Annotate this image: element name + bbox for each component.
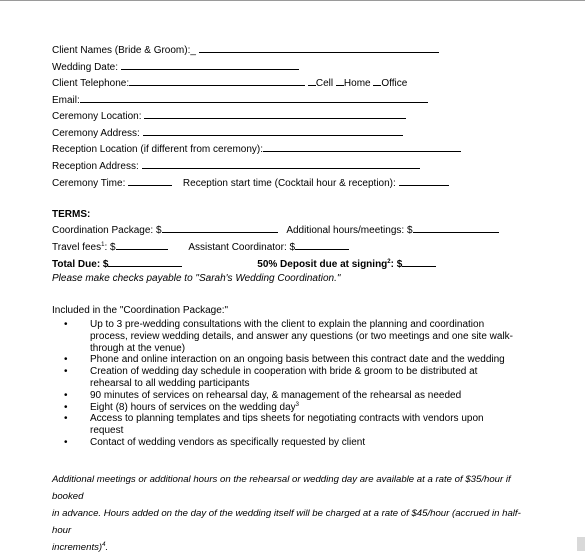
coordination-package-label: Coordination Package: $ (52, 225, 162, 236)
page-corner (577, 537, 585, 551)
package-item-text: process, review wedding details, and answer any questions (or two meetings and one site walk- (90, 330, 513, 342)
package-item-text: Phone and online interaction on an ongoing basis between this contract date and the wedding (90, 354, 505, 366)
client-telephone-label: Client Telephone: (52, 78, 130, 89)
client-telephone-row (52, 76, 407, 90)
package-item-text: request (90, 425, 124, 437)
package-item-line (90, 331, 532, 343)
cell-label: Cell (315, 78, 334, 89)
assistant-coordinator-label: Assistant Coordinator: $ (188, 242, 296, 253)
package-item-text: 90 minutes of services on rehearsal day, & management of the rehearsal as needed (90, 389, 462, 401)
client-names-field[interactable] (199, 43, 439, 53)
deposit-label: 50% Deposit due at signing (257, 259, 388, 270)
wedding-date-row (52, 60, 299, 74)
reception-location-field[interactable] (263, 142, 461, 152)
note-footnote: 4 (102, 542, 106, 548)
client-names-label: Client Names (Bride & Groom): (52, 45, 191, 56)
reception-start-time-field[interactable] (399, 176, 449, 186)
package-item (52, 319, 532, 354)
email-label: Email: (52, 95, 80, 106)
ceremony-address-field[interactable] (143, 126, 403, 136)
note-line-3-text: increments) (52, 542, 103, 553)
client-names-prefix: _ (190, 45, 196, 56)
package-item-line (90, 319, 532, 331)
package-item-footnote: 3 (295, 401, 300, 408)
email-field[interactable] (80, 93, 428, 103)
total-due-field[interactable] (108, 257, 182, 267)
ceremony-time-label: Ceremony Time: (52, 178, 126, 189)
travel-fees-label: Travel fees (52, 242, 102, 253)
package-item-text: Contact of wedding vendors as specifically requested by client (90, 436, 366, 448)
client-names-row (52, 43, 439, 57)
package-item-text: Access to planning templates and tips sheets for negotiating contracts with vendors upon (90, 413, 484, 425)
reception-address-row (52, 159, 420, 173)
package-item-line (90, 402, 532, 414)
package-item-text: Up to 3 pre-wedding consultations with the client to explain the planning and coordination (90, 319, 485, 330)
package-item (52, 354, 532, 366)
note-line-3 (52, 539, 522, 556)
bullet-icon: • (64, 413, 68, 425)
package-item-line (90, 413, 532, 425)
package-item-line (90, 366, 532, 378)
reception-address-label: Reception Address: (52, 161, 139, 172)
home-label: Home (343, 78, 371, 89)
note-line-3-end: . (105, 542, 109, 553)
ceremony-time-row (52, 176, 449, 190)
package-item-text: through at the venue) (90, 342, 186, 354)
client-telephone-field[interactable] (129, 76, 305, 86)
package-item-line (90, 437, 532, 449)
total-due-label: Total Due: $ (52, 259, 109, 270)
package-list (52, 319, 532, 449)
deposit-footnote: 2 (387, 259, 391, 265)
terms-heading: TERMS: (52, 209, 91, 220)
additional-hours-note (52, 471, 522, 556)
bullet-icon: • (64, 366, 68, 378)
ceremony-address-label: Ceremony Address: (52, 128, 140, 139)
coordination-package-field[interactable] (162, 223, 278, 233)
deposit-field[interactable] (402, 257, 436, 267)
travel-fees-row (52, 240, 349, 254)
office-label: Office (381, 78, 408, 89)
note-line-1: Additional meetings or additional hours on the rehearsal or wedding day are available at a rate of $35/hour if booked (52, 474, 511, 502)
travel-fees-footnote: 1 (101, 242, 105, 248)
ceremony-location-field[interactable] (144, 109, 406, 119)
travel-fees-suffix: : $ (104, 242, 116, 253)
ceremony-time-field[interactable] (128, 176, 172, 186)
checks-note: Please make checks payable to "Sarah's Wedding Coordination." (52, 273, 341, 284)
deposit-suffix: : $ (390, 259, 403, 270)
coordination-package-row (52, 223, 499, 237)
package-item (52, 366, 532, 390)
package-intro: Included in the "Coordination Package:" (52, 305, 229, 316)
package-item (52, 402, 532, 414)
bullet-icon: • (64, 319, 68, 330)
package-item-text: Eight (8) hours of services on the wedding day (90, 401, 296, 413)
bullet-icon: • (64, 354, 68, 366)
reception-location-label: Reception Location (if different from ceremony): (52, 144, 264, 155)
additional-hours-field[interactable] (413, 223, 499, 233)
reception-location-row (52, 142, 461, 156)
reception-address-field[interactable] (142, 159, 420, 169)
travel-fees-field[interactable] (116, 240, 168, 250)
package-item-text: rehearsal to all wedding participants (90, 377, 250, 389)
package-item (52, 437, 532, 449)
package-item (52, 390, 532, 402)
bullet-icon: • (64, 389, 68, 401)
note-line-2: in advance. Hours added on the day of the wedding itself will be charged at a rate of $45/hour (accrued in half-hour (52, 508, 521, 536)
package-item-text: Creation of wedding day schedule in cooperation with bride & groom to be distributed at (90, 366, 478, 378)
wedding-date-label: Wedding Date: (52, 62, 118, 73)
package-item-line (90, 390, 532, 402)
total-due-row (52, 257, 436, 271)
package-item (52, 413, 532, 437)
email-row (52, 93, 428, 107)
reception-start-time-label: Reception start time (Cocktail hour & reception): (182, 178, 396, 189)
ceremony-address-row (52, 126, 403, 140)
ceremony-location-row (52, 109, 406, 123)
package-item-line (90, 343, 532, 355)
bullet-icon: • (64, 401, 68, 413)
assistant-coordinator-field[interactable] (295, 240, 349, 250)
package-item-line (90, 425, 532, 437)
home-checkbox[interactable] (336, 76, 344, 86)
package-item-line (90, 378, 532, 390)
bullet-icon: • (64, 436, 68, 448)
ceremony-location-label: Ceremony Location: (52, 111, 142, 122)
additional-hours-label: Additional hours/meetings: $ (286, 225, 413, 236)
cell-checkbox[interactable] (308, 76, 316, 86)
wedding-date-field[interactable] (121, 60, 299, 70)
package-item-line (90, 354, 532, 366)
